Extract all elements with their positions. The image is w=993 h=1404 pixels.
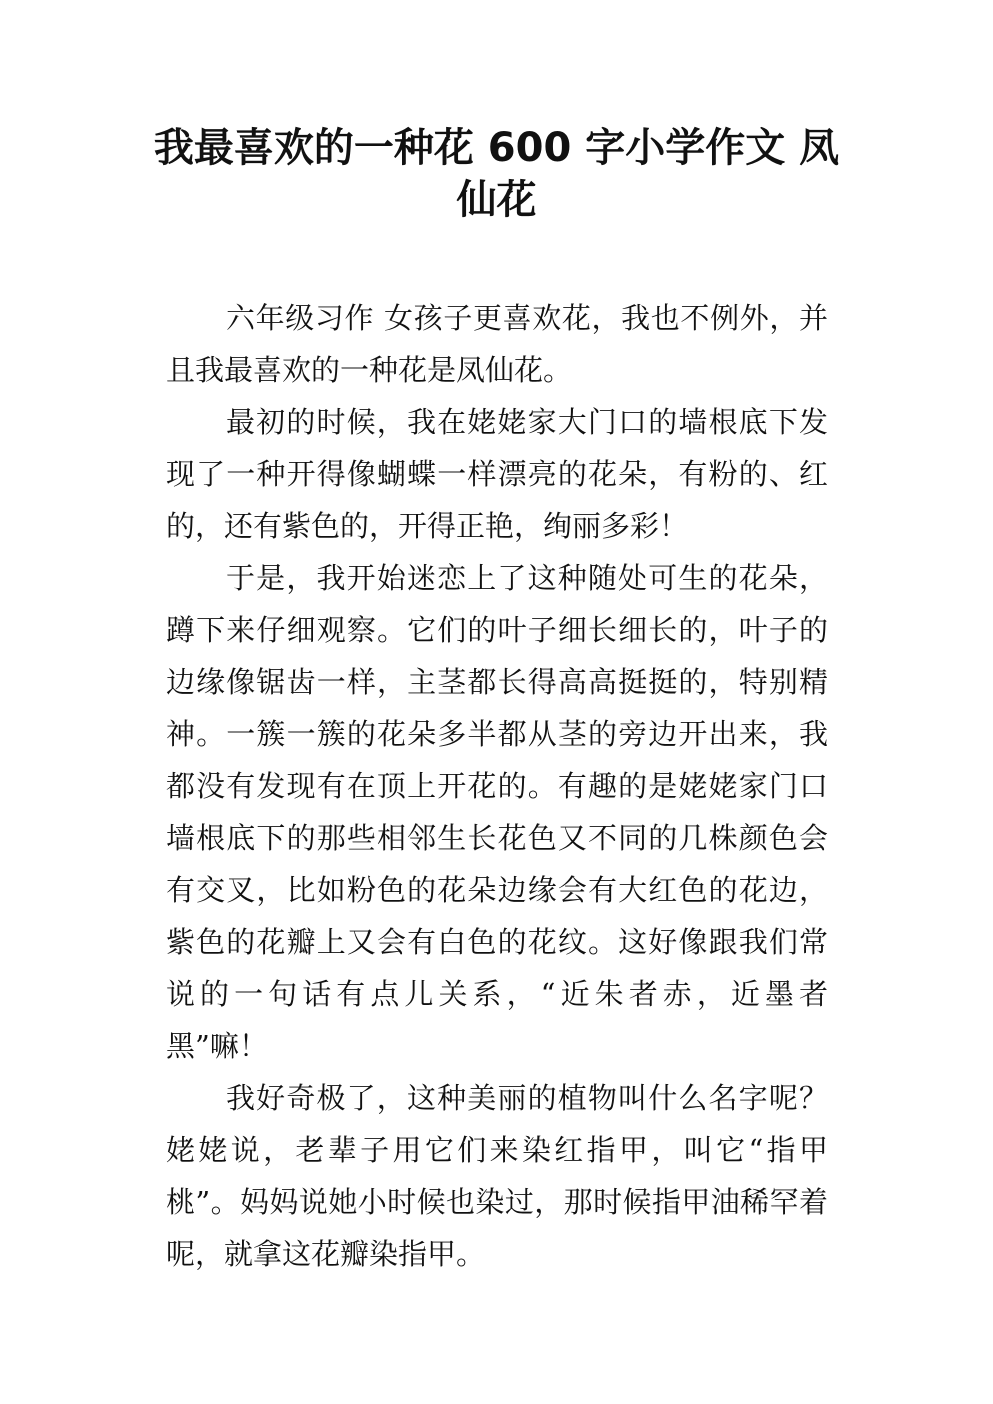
- paragraph-1: 六年级习作 女孩子更喜欢花，我也不例外，并且我最喜欢的一种花是凤仙花。: [166, 301, 828, 387]
- paragraph-3: 于是，我开始迷恋上了这种随处可生的花朵，蹲下来仔细观察。它们的叶子细长细长的，叶子的边缘像锯齿一样，主茎都长得高高挺挺的，特别精神。一簇一簇的花朵多半都从茎的旁边开出来，我都没有发现有在顶上开花的。有趣的是姥姥家门口墙根底下的那些相邻生长花色又不同的几株颜色会有交叉，比如粉色的花朵边缘会有大红色的花边，紫色的花瓣上又会有白色的花纹。这好像跟我们常说的一句话有点儿关系，“近朱者赤，近墨者黑”嘛！: [166, 561, 828, 1063]
- document-body: [166, 292, 828, 1280]
- title-line-2: 仙花: [456, 177, 537, 223]
- paragraph-2: 最初的时候，我在姥姥家大门口的墙根底下发现了一种开得像蝴蝶一样漂亮的花朵，有粉的、红的，还有紫色的，开得正艳，绚丽多彩！: [166, 405, 828, 543]
- title-line-1: 我最喜欢的一种花 600 字小学作文 凤: [153, 125, 840, 171]
- paragraph-4: 我好奇极了，这种美丽的植物叫什么名字呢？姥姥说，老辈子用它们来染红指甲，叫它“指甲桃”。妈妈说她小时候也染过，那时候指甲油稀罕着呢，就拿这花瓣染指甲。: [166, 1081, 828, 1271]
- document-title: [140, 122, 853, 226]
